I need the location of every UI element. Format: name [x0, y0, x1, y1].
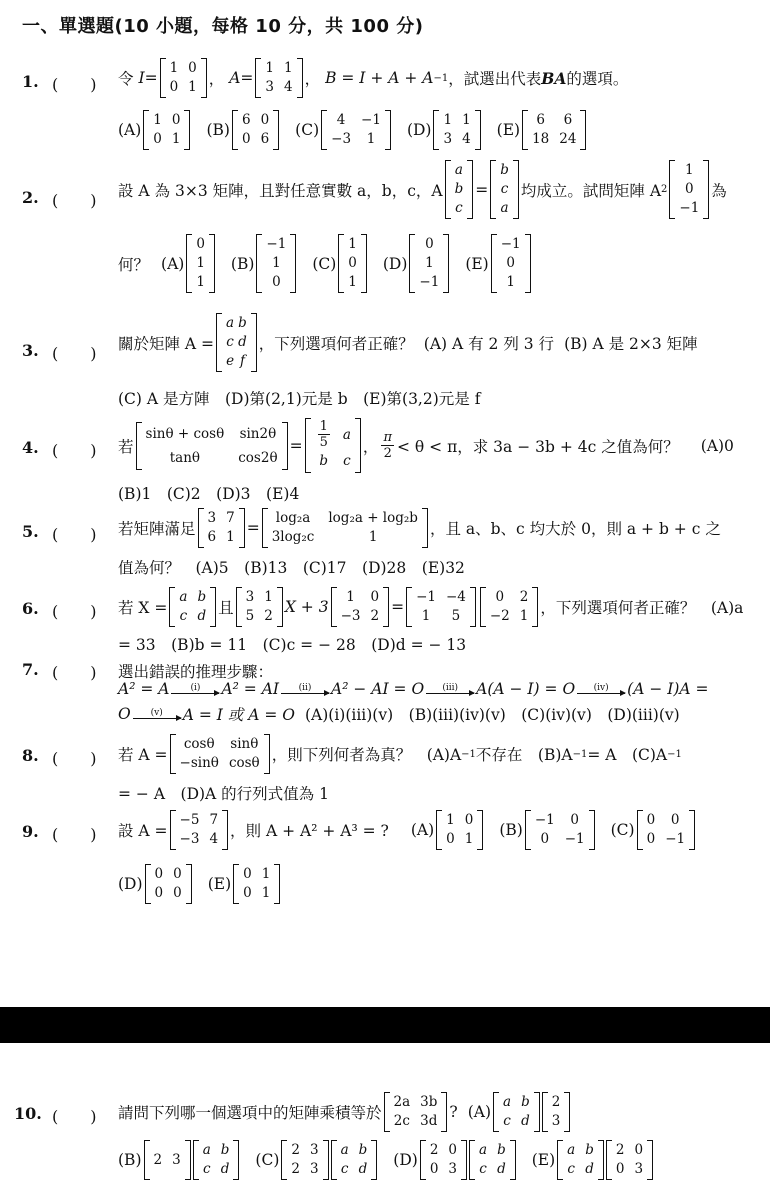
text: ? [449, 1103, 458, 1121]
matrix-A: 1 1 3 4 [255, 58, 302, 98]
options-line[interactable]: = 33 (B)b = 11 (C)c = − 28 (D)d = − 13 [118, 636, 467, 654]
option-e[interactable]: (E) 6 6 18 24 [497, 110, 589, 150]
matrix-A: −5 7 −3 4 [170, 810, 229, 850]
option-d[interactable]: (D) 1 1 3 4 [407, 110, 483, 150]
reasoning-steps-2: O (v) A = I 或 A = O (A)(i)(iii)(v) (B)(iii)(iv)(v) (C)(iv)(v) (D)(iii)(v) [118, 705, 680, 724]
var: I [138, 69, 145, 87]
text: 何？ [118, 255, 150, 274]
question-number: 6. [22, 599, 39, 618]
question-number: 5. [22, 522, 39, 541]
option-a[interactable]: (A) a b c d 2 3 [468, 1092, 573, 1132]
matrix-target: 2a 3b 2c 3d [384, 1092, 448, 1132]
vector-bca: b c a [490, 160, 519, 219]
vector-target: 1 0 −1 [669, 160, 709, 219]
superscript: 2 [661, 184, 668, 195]
text: = [240, 69, 254, 87]
option-a[interactable]: (A) A 有 2 列 3 行 [423, 334, 555, 353]
text: 若 A = [118, 746, 168, 764]
reasoning-steps-1: A² = A (i) A² = AI (ii) A² − AI = O (iii) A(A − I) = O (iv) (A − I)A = [118, 680, 709, 698]
answer-blank[interactable]: ( ) [52, 602, 97, 621]
expr: B = I + A + A [325, 69, 434, 87]
text: 若 [118, 437, 134, 456]
question-number: 3. [22, 341, 39, 360]
text: 且 [218, 599, 234, 617]
option-a[interactable]: (A) 1 0 0 1 [411, 810, 485, 850]
options [118, 1140, 669, 1180]
text: ， [304, 70, 321, 88]
question-number: 7. [22, 660, 39, 679]
option-b[interactable]: (B) 2 3 a b c d [118, 1140, 241, 1180]
options-line[interactable]: (C) A 是方陣 (D)第(2,1)元是 b (E)第(3,2)元是 f [118, 390, 481, 408]
text: ，且 a、b、c 均大於 0，則 a + b + c 之 [429, 520, 721, 538]
answer-blank[interactable]: ( ) [52, 1107, 97, 1126]
text: 請問下列哪一個選項中的矩陣乘積等於 [118, 1104, 382, 1122]
question-number: 2. [22, 188, 39, 207]
text: ， [362, 437, 379, 456]
matrix-I: 1 0 0 1 [160, 58, 207, 98]
text: 若 X = [118, 599, 168, 617]
option-e[interactable]: (E) a b c d 2 0 0 3 [532, 1140, 655, 1180]
question-number: 9. [22, 822, 39, 841]
answer-blank[interactable]: ( ) [52, 749, 97, 768]
option-d[interactable]: (D) 2 0 0 3 a b c d [393, 1140, 517, 1180]
text: = [391, 598, 405, 616]
text: 為 [711, 181, 727, 200]
options [118, 864, 296, 904]
text: 的選項。 [566, 70, 629, 88]
answer-blank[interactable]: ( ) [52, 344, 97, 363]
option-a[interactable]: (A) 0 1 1 [161, 234, 217, 293]
matrix-logs: log₂a log₂a + log₂b 3log₂c 1 [262, 508, 428, 548]
text: ，則 A + A² + A³ = ? [230, 822, 389, 840]
text: 關於矩陣 A = [118, 334, 215, 353]
superscript: −1 [433, 72, 449, 84]
option-c[interactable]: (C) 4 −1 −3 1 [295, 110, 393, 150]
question-number: 10. [14, 1104, 42, 1123]
matrix-3: −1 −4 1 5 [406, 587, 476, 627]
option-c[interactable]: (C) 2 3 2 3 a b c d [255, 1140, 379, 1180]
answer-blank[interactable]: ( ) [52, 825, 97, 844]
text: = A (C)A [587, 746, 668, 764]
option-b[interactable]: (B) 6 0 0 6 [206, 110, 281, 150]
options-line[interactable]: (A)(i)(iii)(v) (B)(iii)(iv)(v) (C)(iv)(v) (D)(iii)(v) [304, 706, 680, 724]
text: ，下列選項何者正確？ [258, 334, 414, 353]
section-title: 一、單選題(10 小題，每格 10 分，共 100 分) [22, 16, 424, 37]
options [118, 234, 547, 293]
matrix-trig: sinθ + cosθ sin2θ tanθ cos2θ [136, 422, 288, 470]
options-line[interactable]: = − A (D)A 的行列式值為 1 [118, 785, 329, 803]
option-b[interactable]: (B) −1 1 0 [231, 234, 298, 293]
text: = [144, 69, 158, 87]
pi-over-2: $\frac{\pi}{2}$ [383, 430, 392, 461]
text: 設 A 為 3×3 矩陣，且對任意實數 a，b，c，A [118, 181, 443, 200]
text: ，則下列何者為真？ (A)A [271, 746, 462, 764]
text: 令 [118, 70, 134, 88]
matrix-A: a b c d e f [216, 313, 257, 372]
var: A [229, 69, 241, 87]
answer-blank[interactable]: ( ) [52, 191, 97, 210]
matrix-1: 3 1 5 2 [236, 587, 283, 627]
matrix-values: $\frac{1}{5}$ a b c [305, 418, 361, 473]
option-d[interactable]: (D) 0 1 −1 [383, 234, 451, 293]
option-a[interactable]: (A)0 [700, 436, 734, 455]
option-c[interactable]: (C) 1 0 1 [312, 234, 369, 293]
text: ，下列選項何者正確？ (A)a [540, 599, 744, 617]
matrix-4: 0 2 −2 1 [480, 587, 539, 627]
question-number: 8. [22, 746, 39, 765]
option-b[interactable]: (B) A 是 2×3 矩陣 [564, 334, 698, 353]
text: = [246, 519, 260, 537]
matrix-2: 1 0 −3 2 [331, 587, 390, 627]
text: X + 3 [284, 598, 329, 616]
question-number: 1. [22, 72, 39, 91]
option-b[interactable]: (B) −1 0 0 −1 [499, 810, 596, 850]
text: = [289, 436, 303, 455]
answer-blank[interactable]: ( ) [52, 75, 97, 94]
text: ， [208, 70, 225, 88]
option-e[interactable]: (E) 0 1 0 1 [208, 864, 283, 904]
answer-blank[interactable]: ( ) [52, 525, 97, 544]
text: = [475, 180, 489, 199]
matrix-left: 3 7 6 1 [198, 508, 245, 548]
answer-blank[interactable]: ( ) [52, 441, 97, 460]
answer-blank[interactable]: ( ) [52, 663, 97, 682]
text: 設 A = [118, 822, 168, 840]
option-e[interactable]: (E) −1 0 1 [465, 234, 532, 293]
text: 若矩陣滿足 [118, 520, 196, 538]
prompt: 選出錯誤的推理步驟： [118, 663, 274, 681]
options-line[interactable]: 值為何？ (A)5 (B)13 (C)17 (D)28 (E)32 [118, 559, 465, 577]
var: BA [541, 68, 567, 88]
matrix-rotation: cosθ sinθ −sinθ cosθ [170, 734, 270, 774]
text: ，試選出代表 [448, 70, 542, 88]
vector-abc: a b c [445, 160, 474, 219]
black-divider-bar [0, 1007, 770, 1043]
text: 均成立。試問矩陣 A [520, 181, 662, 200]
text: 不存在 (B)A [475, 746, 573, 764]
options [118, 110, 602, 150]
option-a[interactable]: (A) 1 0 0 1 [118, 110, 192, 150]
options-line[interactable]: (B)1 (C)2 (D)3 (E)4 [118, 485, 300, 503]
text: < θ < π，求 3a − 3b + 4c 之值為何？ [396, 437, 679, 456]
option-d[interactable]: (D) 0 0 0 0 [118, 864, 194, 904]
option-c[interactable]: (C) 0 0 0 −1 [611, 810, 697, 850]
question-number: 4. [22, 438, 39, 457]
matrix-X: a b c d [169, 587, 216, 627]
